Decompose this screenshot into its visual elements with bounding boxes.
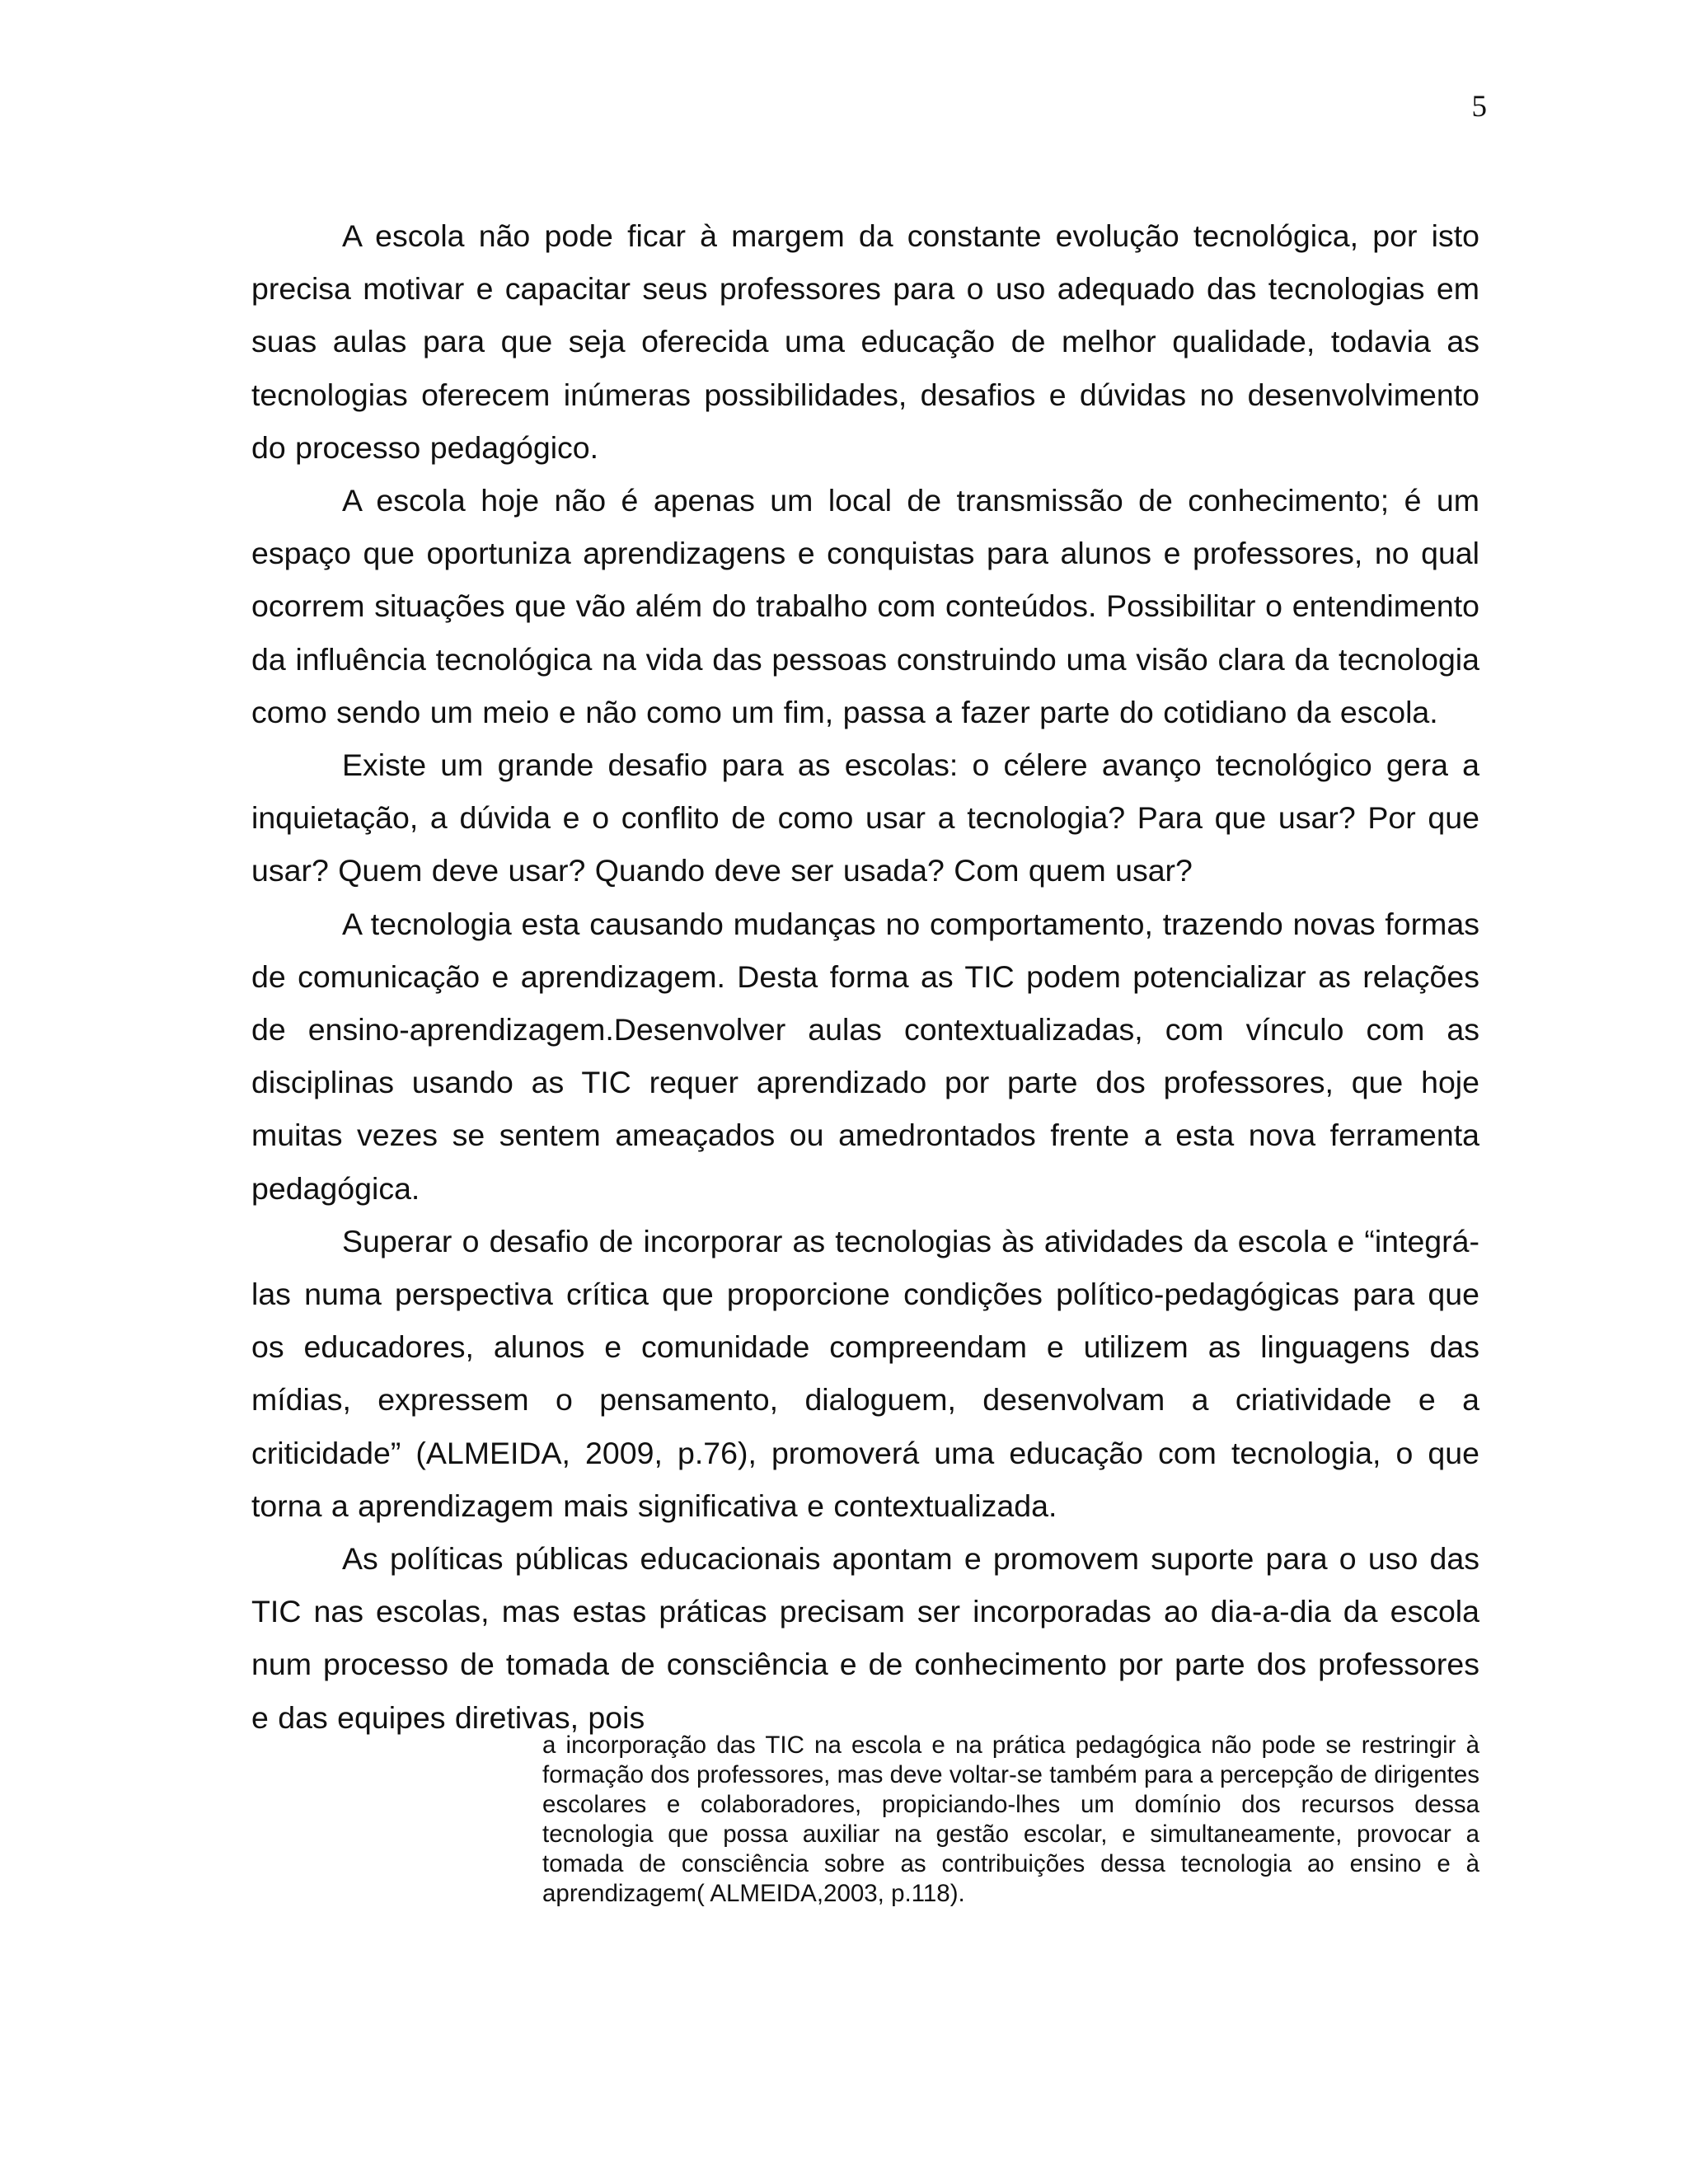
page-number: 5 <box>1471 90 1487 124</box>
paragraph: Existe um grande desafio para as escolas: o célere avanço tecnológico gera a inquietação, a dúvida e o conflito de como usar a tecnologia? Para que usar? Por que usar? Quem deve usar? Quando deve ser usada? Com quem usar? <box>251 748 1479 888</box>
paragraph: Superar o desafio de incorporar as tecnologias às atividades da escola e “integrá-las numa perspectiva crítica que proporcione condições político-pedagógicas para que os educadores, alunos e comunidade compreendam e utilizem as linguagens das mídias, expressem o pensamento, dialoguem, desenvolvam a criatividade e a criticidade” (ALMEIDA, 2009, p.76), promoverá uma educação com tecnologia, o que torna a aprendizagem mais significativa e contextualizada. <box>251 1223 1479 1523</box>
paragraph: A tecnologia esta causando mudanças no comportamento, trazendo novas formas de comunicação e aprendizagem. Desta forma as TIC podem potencializar as relações de ensino-aprendizagem.Desenvolver aulas contextualizadas, com vínculo com as disciplinas usando as TIC requer aprendizado por parte dos professores, que hoje muitas vezes se sentem ameaçados ou amedrontados frente a esta nova ferramenta pedagógica. <box>251 906 1479 1206</box>
paragraph: A escola hoje não é apenas um local de transmissão de conhecimento; é um espaço que oportuniza aprendizagens e conquistas para alunos e professores, no qual ocorrem situações que vão além do trabalho com conteúdos. Possibilitar o entendimento da influência tecnológica na vida das pessoas construindo uma visão clara da tecnologia como sendo um meio e não como um fim, passa a fazer parte do cotidiano da escola. <box>251 483 1479 729</box>
paragraph: As políticas públicas educacionais apontam e promovem suporte para o uso das TIC nas escolas, mas estas práticas precisam ser incorporadas ao dia-a-dia da escola num processo de tomada de consciência e de conhecimento por parte dos professores e das equipes diretivas, pois <box>251 1541 1479 1735</box>
paragraph: A escola não pode ficar à margem da constante evolução tecnológica, por isto precisa motivar e capacitar seus professores para o uso adequado das tecnologias em suas aulas para que seja oferecida uma educação de melhor qualidade, todavia as tecnologias oferecem inúmeras possibilidades, desafios e dúvidas no desenvolvimento do processo pedagógico. <box>251 218 1479 465</box>
body-text <box>251 209 1479 1744</box>
block-quote: a incorporação das TIC na escola e na prática pedagógica não pode se restringir à formação dos professores, mas deve voltar-se também para a percepção de dirigentes escolares e colaboradores, propiciando-lhes um domínio dos recursos dessa tecnologia que possa auxiliar na gestão escolar, e simultaneamente, provocar a tomada de consciência sobre as contribuições dessa tecnologia ao ensino e à aprendizagem( ALMEIDA,2003, p.118). <box>542 1732 1479 1907</box>
